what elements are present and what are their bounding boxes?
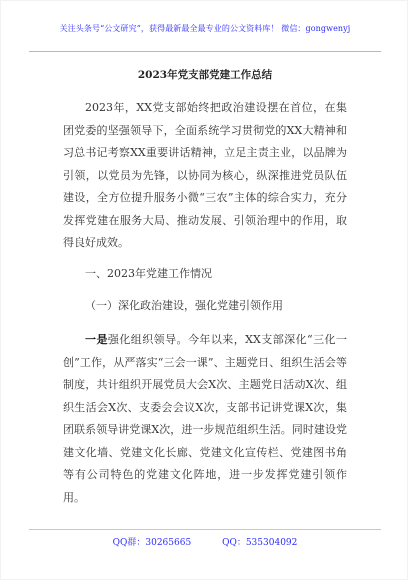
- footer-qq-group: QQ群：30265665: [112, 538, 192, 548]
- paragraph-lead-text: 一是: [85, 333, 108, 346]
- page-footer: [1, 535, 408, 548]
- page-header-notice: 关注头条号“公文研究”，获得最新最全最专业的公文资料库！ 微信：gongwenyj: [59, 24, 351, 33]
- subsection-heading: （一）深化政治建设，强化党建引领作用: [85, 299, 283, 312]
- intro-paragraph: 2023年，XX党支部始终把政治建设摆在首位，在集团党委的坚强领导下，全面系统学习贯彻党的XX大精神和习总书记考察XX重要讲话精神，立足主责主业，以品牌为引领，以党员为先锋，以协同为核心，纵深推进党员队伍建设，全方位提升服务小微“三农”主体的综合实力，充分发挥党建在服务大局、推动发展、引领治理中的作用，取得良好成效。: [63, 101, 347, 249]
- body-paragraph: [63, 329, 347, 509]
- header-divider: [29, 51, 381, 52]
- document-title: 2023年党支部党建工作总结: [137, 69, 273, 81]
- footer-qq-contact: QQ：535304092: [222, 538, 298, 548]
- paragraph-body-text: 强化组织领导。今年以来，XX支部深化“三化一创”工作，从严落实“三会一课”、主题党日、组织生活会等制度，共计组织开展党员大会X次、主题党日活动X次、组织生活会X次、支委会会议X次，支部书记讲党课X次，集团联系领导讲党课X次，进一步规范组织生活。同时建设党建文化墙、党建文化长廊、党建文化宣传栏、党建图书角等有公司特色的党建文化阵地，进一步发挥党建引领作用。: [63, 333, 347, 504]
- footer-divider: [29, 529, 381, 530]
- section-heading: 一、2023年党建工作情况: [85, 267, 212, 280]
